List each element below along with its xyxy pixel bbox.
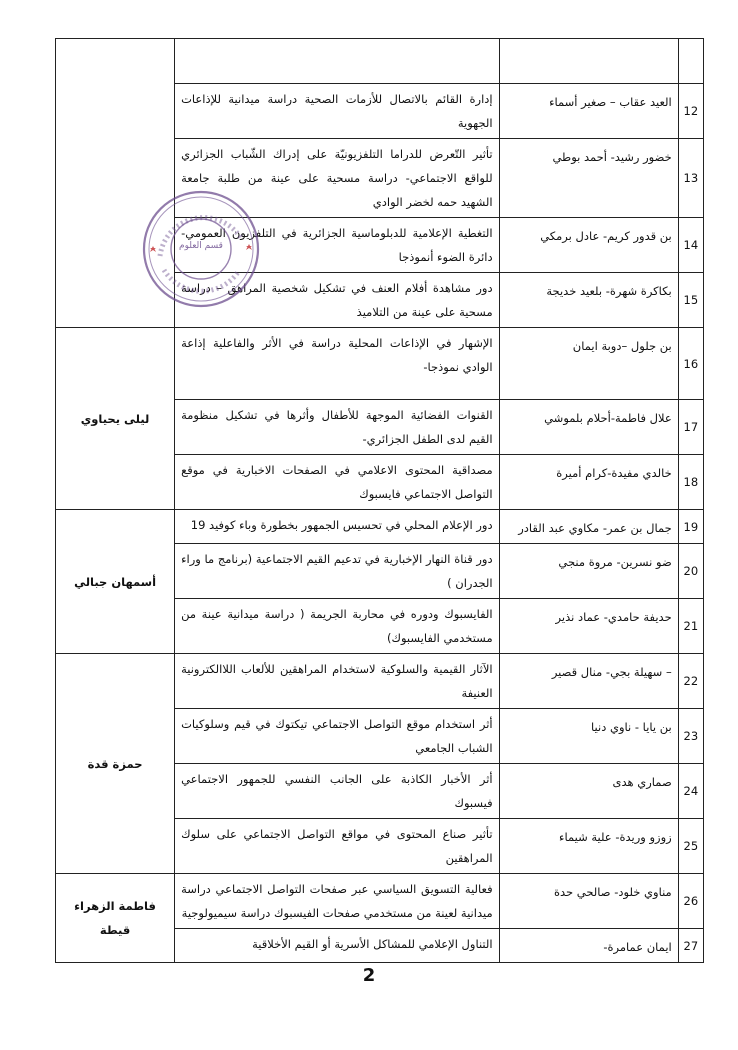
thesis-title: تأثير التّعرض للدراما التلفزيونيّة على إدراك الشّباب الجزائري للواقع الاجتماعي- دراسة مسحية على عينة من طلبة جامعة الشهيد حمه لخضر الوادي [175, 139, 500, 218]
student-names: حديفة حامدي- عماد نذير [499, 599, 678, 654]
student-names: خالدي مفيدة-كرام أميرة [499, 455, 678, 510]
table-row [56, 654, 704, 709]
supervisor-name: فاطمة الزهراء قيطة [56, 874, 175, 963]
row-number: 15 [678, 273, 703, 328]
table-row [56, 328, 704, 400]
thesis-title: القنوات الفضائية الموجهة للأطفال وأثرها في تشكيل منظومة القيم لدى الطفل الجزائري- [175, 400, 500, 455]
svg-text:قسم العلوم: قسم العلوم [179, 241, 223, 251]
page-number: 2 [362, 965, 376, 986]
row-number: 17 [678, 400, 703, 455]
thesis-title: فعالية التسويق السياسي عبر صفحات التواصل الاجتماعي دراسة ميدانية لعينة من مستخدمي صفحات الفيسبوك دراسة سيميولوجية [175, 874, 500, 929]
thesis-title: أثر استخدام موقع التواصل الاجتماعي تيكتوك في قيم وسلوكيات الشباب الجامعي [175, 709, 500, 764]
student-names: ايمان عمامرة- [499, 929, 678, 963]
student-names: خضور رشيد- أحمد بوطي [499, 139, 678, 218]
row-number: 13 [678, 139, 703, 218]
row-number: 26 [678, 874, 703, 929]
thesis-title: مصداقية المحتوى الاعلامي في الصفحات الاخبارية في موقع التواصل الاجتماعي فايسبوك [175, 455, 500, 510]
row-number: 18 [678, 455, 703, 510]
thesis-title: دور الإعلام المحلي في تحسيس الجمهور بخطورة وباء كوفيد 19 [175, 510, 500, 544]
student-names: زوزو وريدة- علية شيماء [499, 819, 678, 874]
row-number: 20 [678, 544, 703, 599]
row-number: 21 [678, 599, 703, 654]
thesis-title: التناول الإعلامي للمشاكل الأسرية أو القيم الأخلاقية [175, 929, 500, 963]
thesis-title: دور قناة النهار الإخبارية في تدعيم القيم الاجتماعية (برنامج ما وراء الجدران ) [175, 544, 500, 599]
student-names: بن يايا - ناوي دنيا [499, 709, 678, 764]
student-names: بن قدور كريم- عادل برمكي [499, 218, 678, 273]
student-names: جمال بن عمر- مكاوي عبد القادر [499, 510, 678, 544]
theses-table [55, 38, 704, 963]
student-names [499, 39, 678, 84]
official-stamp-seal [140, 188, 262, 310]
row-number: 16 [678, 328, 703, 400]
row-number: 14 [678, 218, 703, 273]
student-names: صماري هدى [499, 764, 678, 819]
row-number: 24 [678, 764, 703, 819]
student-names: مناوي خلود- صالحي حدة [499, 874, 678, 929]
thesis-title: تأثير صناع المحتوى في مواقع التواصل الاجتماعي على سلوك المراهقين [175, 819, 500, 874]
row-number: 22 [678, 654, 703, 709]
student-names: – سهيلة بجي- منال قصير [499, 654, 678, 709]
thesis-title: الفايسبوك ودوره في محاربة الجريمة ( دراسة ميدانية عينة من مستخدمي الفايسبوك) [175, 599, 500, 654]
student-names: العيد عقاب – صغير أسماء [499, 84, 678, 139]
supervisor-name: حمزة قدة [56, 654, 175, 874]
table-row [56, 510, 704, 544]
supervisor-name: أسمهان جبالي [56, 510, 175, 654]
thesis-title: الإشهار في الإذاعات المحلية دراسة في الأثر والفاعلية إذاعة الوادي نموذجا- [175, 328, 500, 400]
student-names: بكاكرة شهرة- بلعيد خديجة [499, 273, 678, 328]
row-number [678, 39, 703, 84]
row-number: 19 [678, 510, 703, 544]
row-number: 25 [678, 819, 703, 874]
row-number: 27 [678, 929, 703, 963]
table-row [56, 39, 704, 84]
student-names: بن جلول –دوبة ايمان [499, 328, 678, 400]
supervisor-name: ليلى يحياوي [56, 328, 175, 510]
thesis-title: دور مشاهدة أفلام العنف في تشكيل شخصية المراهق – دراسة مسحية على عينة من التلاميذ [175, 273, 500, 328]
student-names: علال فاطمة-أحلام بلموشي [499, 400, 678, 455]
thesis-title: الآثار القيمية والسلوكية لاستخدام المراهقين للألعاب اللاالكترونية العنيفة [175, 654, 500, 709]
row-number: 12 [678, 84, 703, 139]
thesis-title: إدارة القائم بالاتصال للأزمات الصحية دراسة ميدانية للإذاعات الجهوية [175, 84, 500, 139]
student-names: ضو نسرين- مروة منجي [499, 544, 678, 599]
thesis-title: أثر الأخبار الكاذبة على الجانب النفسي للجمهور الاجتماعي فيسبوك [175, 764, 500, 819]
table-row [56, 874, 704, 929]
row-number: 23 [678, 709, 703, 764]
thesis-title: التغطية الإعلامية للدبلوماسية الجزائرية في التلفزيون العمومي-دائرة الضوء أنموذجا [175, 218, 500, 273]
thesis-title [175, 39, 500, 84]
